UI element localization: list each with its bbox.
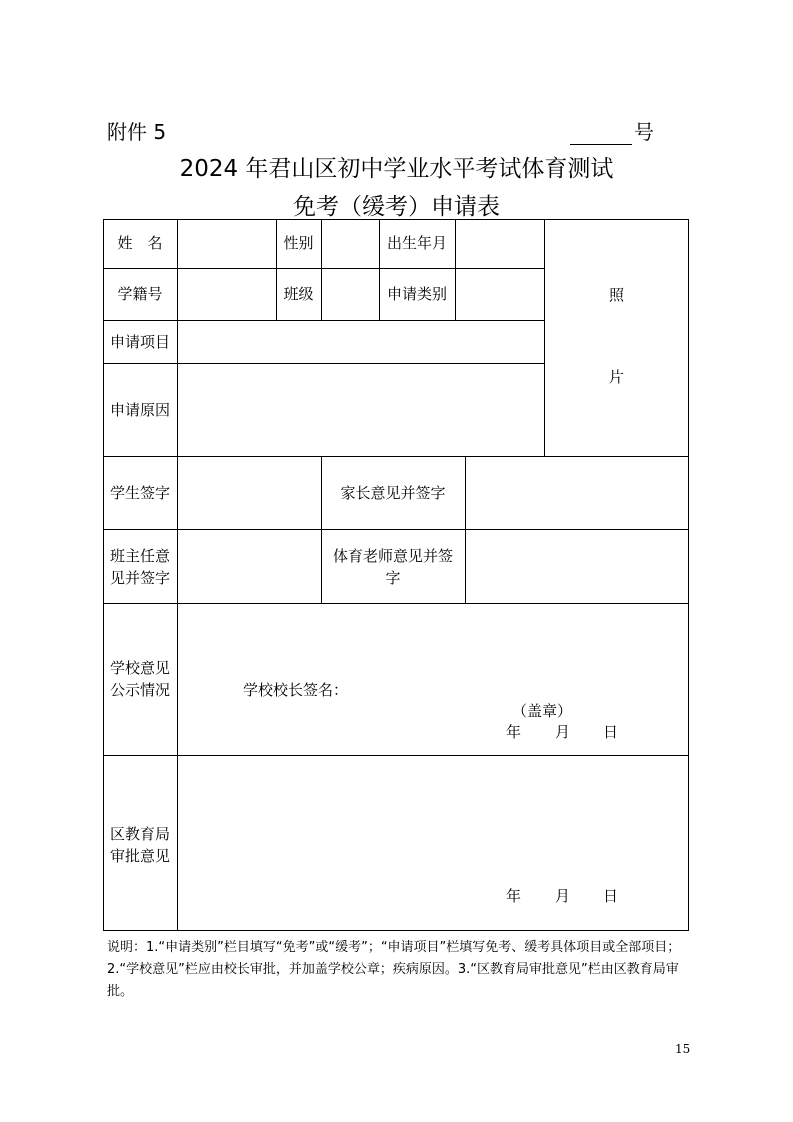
row-line <box>103 529 689 530</box>
class-field[interactable] <box>321 272 379 316</box>
class-label: 班级 <box>283 285 314 303</box>
student-id-label: 学籍号 <box>117 285 163 303</box>
page-title: 2024 年君山区初中学业水平考试体育测试 <box>179 156 614 182</box>
item-label: 申请项目 <box>109 333 170 351</box>
bureau-label-1: 区教育局 <box>109 825 170 843</box>
category-label: 申请类别 <box>386 285 447 303</box>
page-subtitle: 免考（缓考）申请表 <box>293 194 500 220</box>
column-line <box>544 219 545 456</box>
bureau-date-day-label: 日 <box>603 887 619 905</box>
page-number: 15 <box>675 1042 691 1056</box>
gender-label: 性别 <box>283 234 314 252</box>
school-opinion-label-1: 学校意见 <box>109 659 170 677</box>
parent-label: 家长意见并签字 <box>340 484 446 502</box>
photo-label-top: 照 <box>608 286 624 304</box>
birth-field[interactable] <box>455 224 544 266</box>
instructions-note: 说明：1.“申请类别”栏目填写“免考”或“缓考”；“申请项目”栏填写免考、缓考具体项目或全部项目； 2.“学校意见”栏应由校长审批，并加盖学校公章；疾病原因。3.“区教育局审批意见”栏由区教育局审批。 <box>107 940 681 999</box>
reason-field[interactable] <box>177 367 544 453</box>
photo-label-bottom: 片 <box>608 368 624 386</box>
category-field[interactable] <box>455 272 544 316</box>
student-id-field[interactable] <box>177 272 276 316</box>
pe-teacher-label-1: 体育老师意见并签 <box>332 547 453 565</box>
head-teacher-label-1: 班主任意 <box>109 547 170 565</box>
bureau-label-2: 审批意见 <box>109 847 170 865</box>
birth-label: 出生年月 <box>386 234 447 252</box>
pe-teacher-label-2: 字 <box>385 569 401 587</box>
row-line <box>103 755 689 756</box>
attachment-label: 附件 5 <box>107 120 167 144</box>
name-field[interactable] <box>177 224 276 266</box>
row-line <box>103 603 689 604</box>
student-sign-field[interactable] <box>177 460 321 526</box>
row-line <box>103 320 544 321</box>
row-line <box>103 363 544 364</box>
parent-field[interactable] <box>465 460 689 526</box>
school-opinion-label-2: 公示情况 <box>109 681 170 699</box>
date-year-label: 年 <box>506 723 522 741</box>
number-suffix: 号 <box>634 120 654 144</box>
bureau-date-year-label: 年 <box>506 887 522 905</box>
gender-field[interactable] <box>321 224 379 266</box>
row-line <box>103 456 689 457</box>
seal-label: （盖章） <box>512 702 573 720</box>
name-label: 姓 名 <box>117 234 163 252</box>
reason-label: 申请原因 <box>109 401 170 419</box>
document-number <box>570 116 654 145</box>
date-day-label: 日 <box>603 723 619 741</box>
student-sign-label: 学生签字 <box>109 484 170 502</box>
number-blank[interactable] <box>570 122 632 145</box>
bureau-date-month-label: 月 <box>555 887 571 905</box>
item-field[interactable] <box>177 324 544 360</box>
row-line <box>103 268 544 269</box>
head-teacher-field[interactable] <box>177 533 321 599</box>
date-month-label: 月 <box>555 723 571 741</box>
head-teacher-label-2: 见并签字 <box>109 569 170 587</box>
principal-signature-label: 学校校长签名： <box>243 681 349 699</box>
pe-teacher-field[interactable] <box>465 533 689 599</box>
